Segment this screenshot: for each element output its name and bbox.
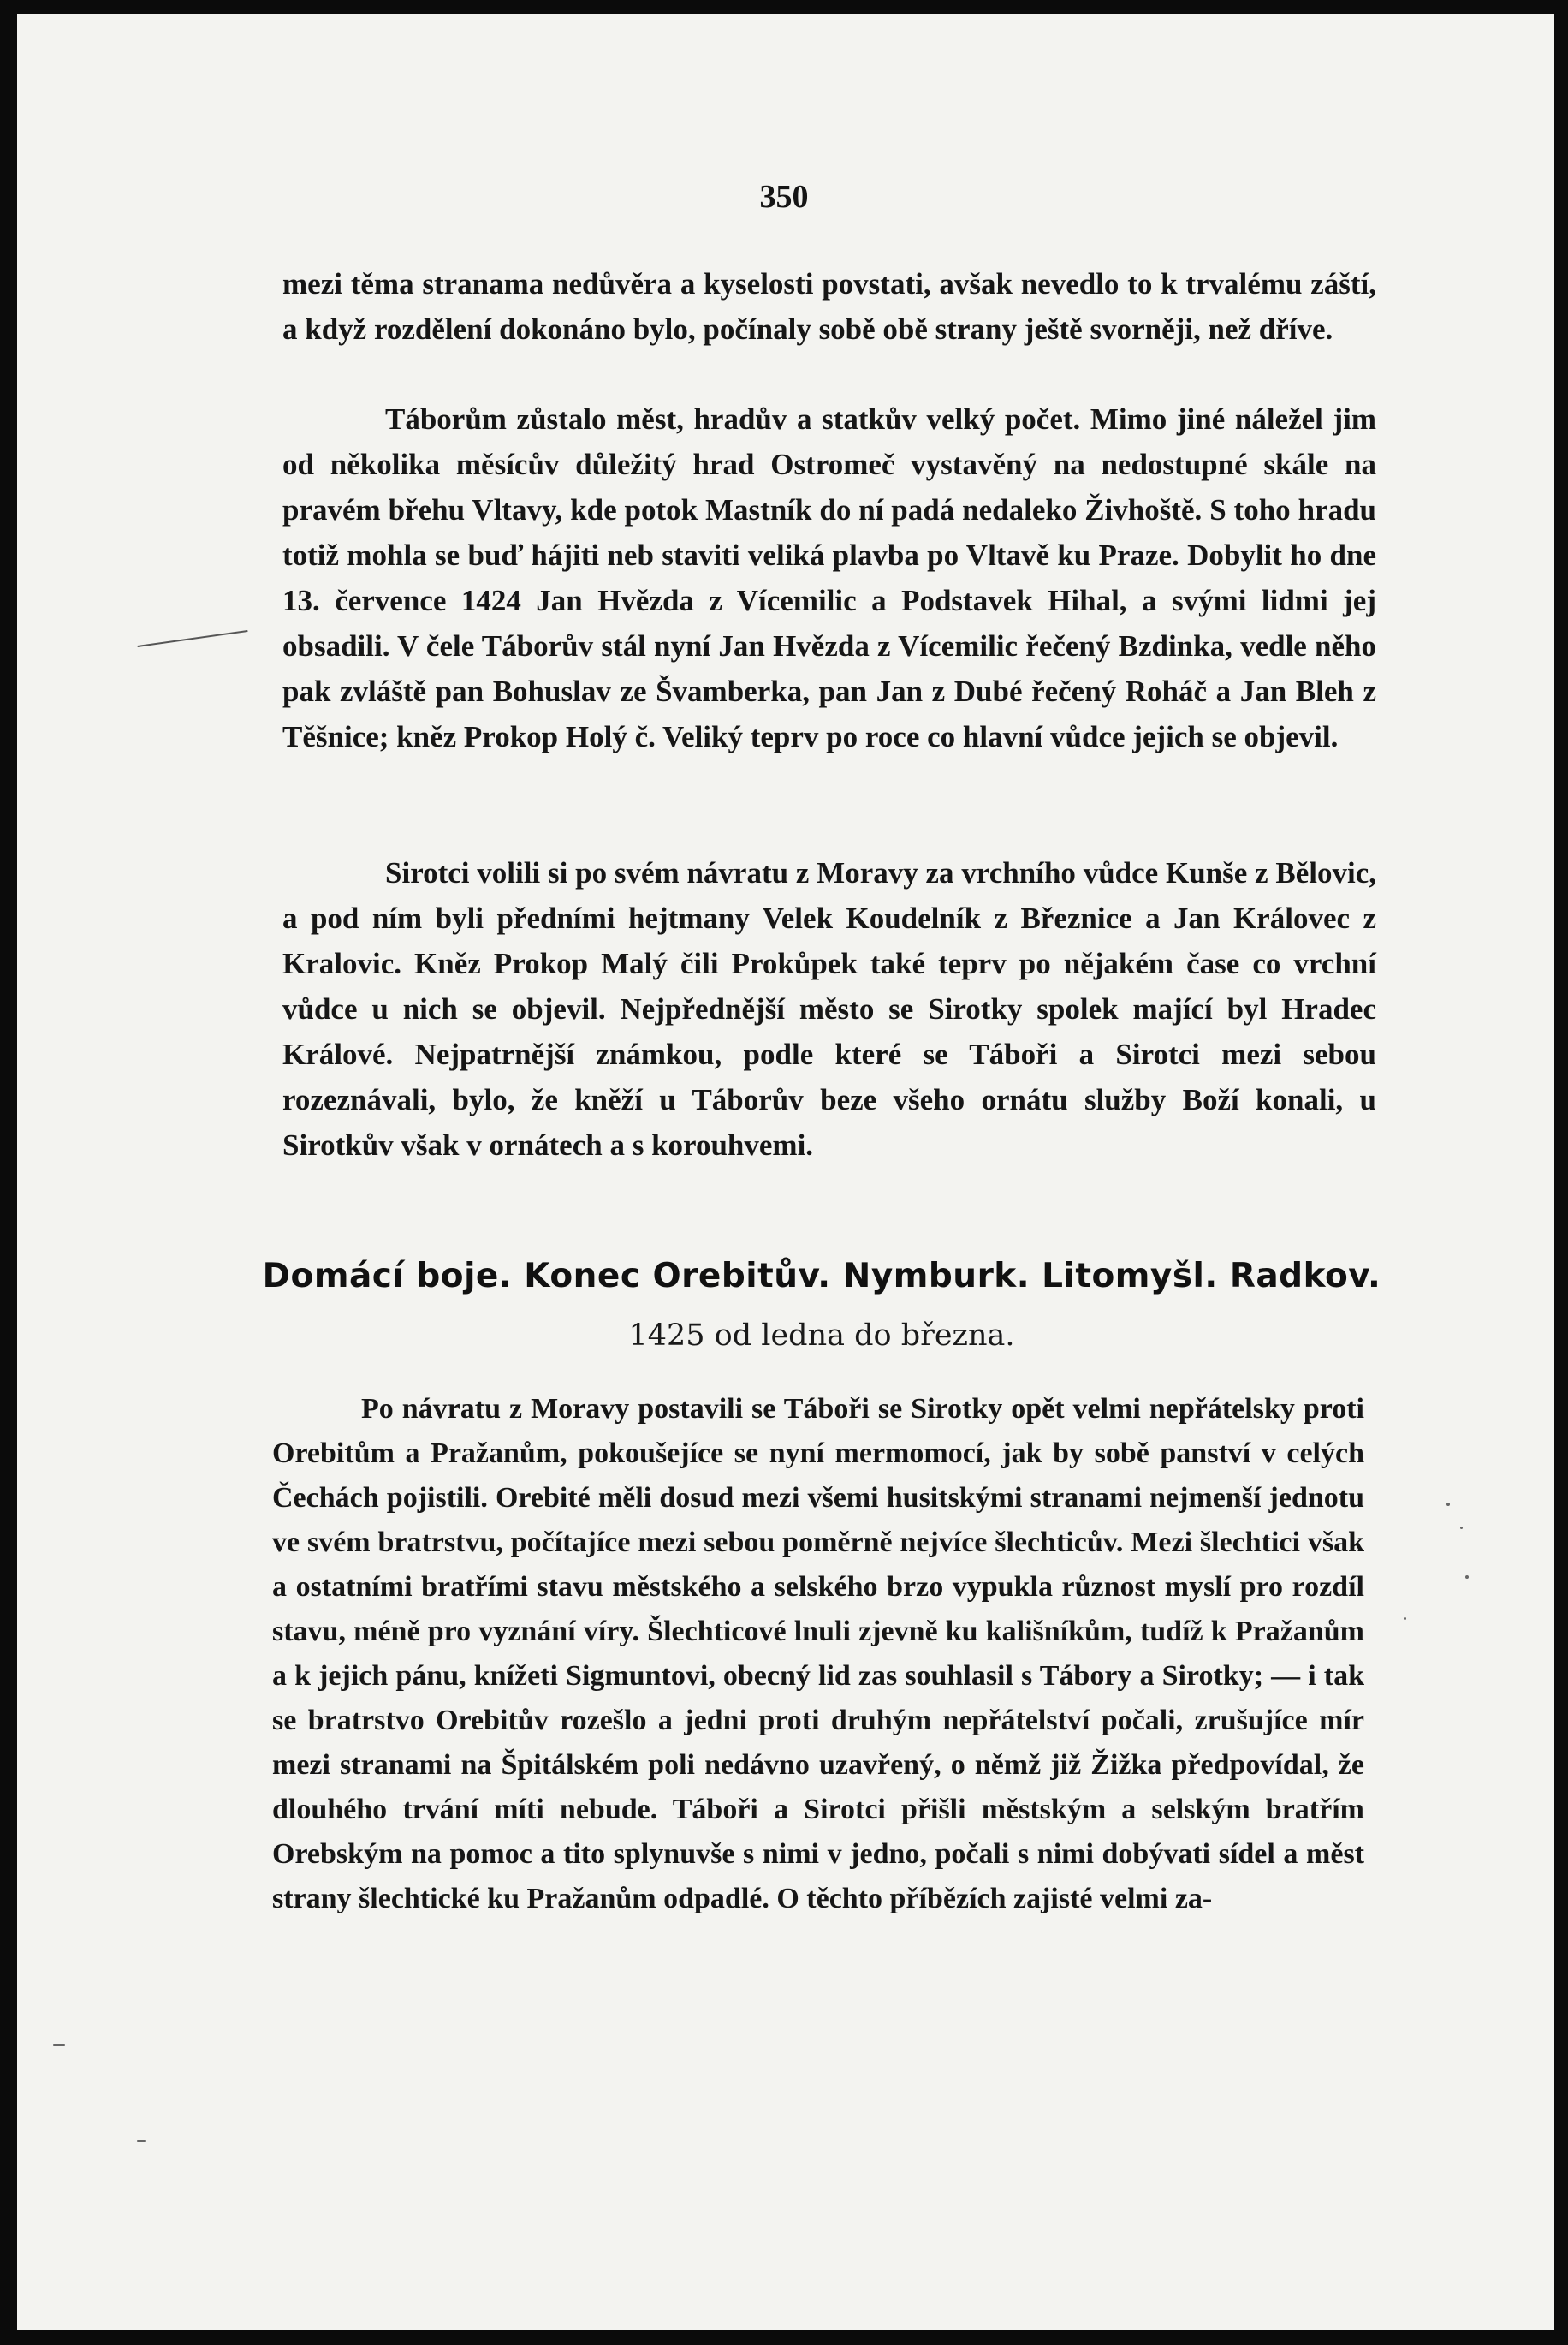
margin-speck xyxy=(1460,1527,1463,1529)
paragraph-1: mezi těma stranama nedůvěra a kyselosti povstati, avšak nevedlo to k trvalému záští, a když rozdělení dokonáno bylo, počínaly sobě obě strany ještě svorněji, než dříve. xyxy=(282,267,1376,346)
page-number: 350 xyxy=(759,179,809,215)
paragraph-3: Sirotci volili si po svém návratu z Moravy za vrchního vůdce Kunše z Bělovic, a pod ním byli předními hejtmany Velek Koudelník z Březnice a Jan Královec z Kralovic. Kněz Prokop Malý čili Prokůpek také teprv po nějakém čase co vrchní vůdce u nich se objevil. Nejpřednější město se Sirotky spolek mající byl Hradec Králové. Nejpatrnější známkou, podle které se Táboři a Sirotci mezi sebou rozeznávali, bylo, že kněží u Táborův beze všeho ornátu služby Boží konali, u Sirotkův však v ornátech a s korouhvemi. xyxy=(282,856,1376,1162)
margin-speck xyxy=(1404,1617,1406,1620)
margin-speck xyxy=(53,2044,65,2046)
section-title: Domácí boje. Konec Orebitův. Nymburk. Litomyšl. Radkov. xyxy=(262,1257,1381,1295)
page-sheet xyxy=(17,14,1554,2330)
section-paragraph: Po návratu z Moravy postavili se Táboři se Sirotky opět velmi nepřátelsky proti Orebitům a Pražanům, pokoušejíce se nyní mermomocí, jak by sobě panství v celých Čechách pojistili. Orebité měli dosud mezi všemi husitskými stranami nejmenší jednotu ve svém bratrstvu, počítajíce mezi sebou poměrně nejvíce šlechticův. Mezi šlechtici však a ostatními bratřími stavu městského a selského brzo vypukla různost myslí pro rozdíl stavu, méně pro vyznání víry. Šlechticové lnuli zjevně ku kališníkům, tudíž k Pražanům a k jejich pánu, knížeti Sigmuntovi, obecný lid zas souhlasil s Tábory a Sirotky; — i tak se bratrstvo Orebitův rozešlo a jedni proti druhým nepřátelství počali, zrušujíce mír mezi stranami na Špitálském poli nedávno uzavřený, o němž již Žižka předpovídal, že dlouhého trvání míti nebude. Táboři a Sirotci přišli městským a selským bratřím Orebským na pomoc a tito splynuvše s nimi v jedno, počali s nimi dobývati sídel a měst strany šlechtické ku Pražanům odpadlé. O těchto příbězích zajisté velmi za- xyxy=(272,1393,1364,1914)
section-date: 1425 od ledna do března. xyxy=(628,1318,1015,1353)
margin-speck xyxy=(1465,1575,1469,1579)
margin-speck xyxy=(1446,1503,1450,1506)
margin-speck xyxy=(137,2140,146,2142)
paragraph-2: Táborům zůstalo měst, hradův a statkův velký počet. Mimo jiné náležel jim od několika měsícův důležitý hrad Ostromeč vystavěný na nedostupné skále na pravém břehu Vltavy, kde potok Mastník do ní padá nedaleko Živhoště. S toho hradu totiž mohla se buď hájiti neb staviti veliká plavba po Vltavě ku Praze. Dobylit ho dne 13. července 1424 Jan Hvězda z Vícemilic a Podstavek Hihal, a svými lidmi jej obsadili. V čele Táborův stál nyní Jan Hvězda z Vícemilic řečený Bzdinka, vedle něho pak zvláště pan Bohuslav ze Švamberka, pan Jan z Dubé řečený Roháč a Jan Bleh z Těšnice; kněz Prokop Holý č. Veliký teprv po roce co hlavní vůdce jejich se objevil. xyxy=(282,402,1376,753)
